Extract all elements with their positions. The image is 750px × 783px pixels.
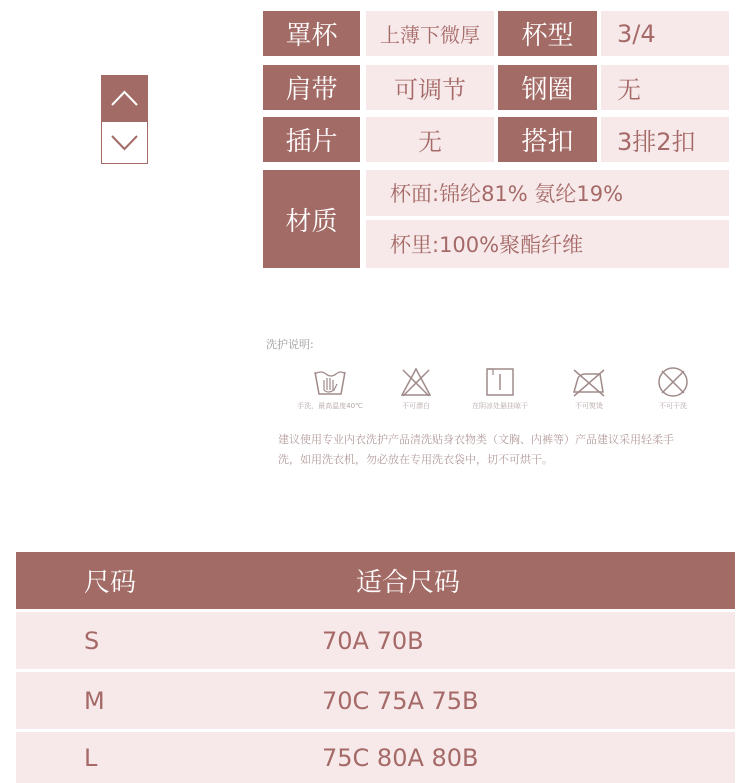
- care-caption-no-iron: 不可熨烫: [575, 402, 603, 410]
- care-note-line1: 建议使用专业内衣洗护产品清洗贴身衣物类（文胸、内裤等）产品建议采用轻柔手: [278, 433, 674, 446]
- size-header-col2: 适合尺码: [356, 568, 461, 598]
- hand-wash-icon: [312, 366, 348, 398]
- spec-label-strap: 肩带: [263, 65, 360, 110]
- size-row-s: [16, 612, 735, 669]
- size-cell: S: [84, 626, 100, 655]
- care-caption-no-bleach: 不可漂白: [402, 402, 430, 410]
- size-cell: M: [84, 686, 105, 715]
- scroll-up-button[interactable]: [101, 75, 148, 121]
- spec-value-underwire: 无: [601, 65, 729, 110]
- line-dry-shade-icon: [484, 366, 516, 398]
- care-note-line2: 洗，如用洗衣机，勿必放在专用洗衣袋中，切不可烘干。: [278, 453, 553, 466]
- size-table-header: [16, 552, 735, 609]
- spec-value-pad: 无: [366, 117, 494, 162]
- size-cell: L: [84, 743, 98, 772]
- spec-label-material: 材质: [263, 170, 360, 268]
- spec-label-underwire: 钢圈: [498, 65, 597, 110]
- spec-value-clasp: 3排2扣: [601, 117, 729, 162]
- spec-label-cup: 罩杯: [263, 11, 360, 56]
- size-row-m: [16, 672, 735, 729]
- care-caption-hand-wash: 手洗，最高温度40℃: [297, 402, 363, 410]
- spec-label-pad: 插片: [263, 117, 360, 162]
- care-caption-line-dry: 在阴凉处悬挂晾干: [472, 402, 528, 410]
- size-header-col1: 尺码: [84, 568, 137, 598]
- no-iron-icon: [570, 366, 608, 398]
- size-row-l: [16, 732, 735, 783]
- spec-value-cup-shape: 3/4: [601, 11, 729, 56]
- care-caption-no-dry-clean: 不可干洗: [659, 402, 687, 410]
- care-title: 洗护说明:: [266, 338, 314, 351]
- no-dry-clean-icon: [656, 365, 690, 399]
- fit-cell: 70A 70B: [322, 626, 424, 655]
- spec-value-cup: 上薄下微厚: [366, 11, 494, 56]
- fit-cell: 70C 75A 75B: [322, 686, 479, 715]
- spec-label-cup-shape: 杯型: [498, 11, 597, 56]
- no-bleach-icon: [399, 366, 433, 398]
- material-line-outer: 杯面:锦纶81% 氨纶19%: [366, 170, 729, 216]
- spec-value-strap: 可调节: [366, 65, 494, 110]
- material-line-inner: 杯里:100%聚酯纤维: [366, 220, 729, 268]
- spec-label-clasp: 搭扣: [498, 117, 597, 162]
- fit-cell: 75C 80A 80B: [322, 743, 479, 772]
- chevron-down-icon: [102, 122, 147, 163]
- chevron-up-icon: [101, 75, 148, 121]
- scroll-down-button[interactable]: [101, 121, 148, 164]
